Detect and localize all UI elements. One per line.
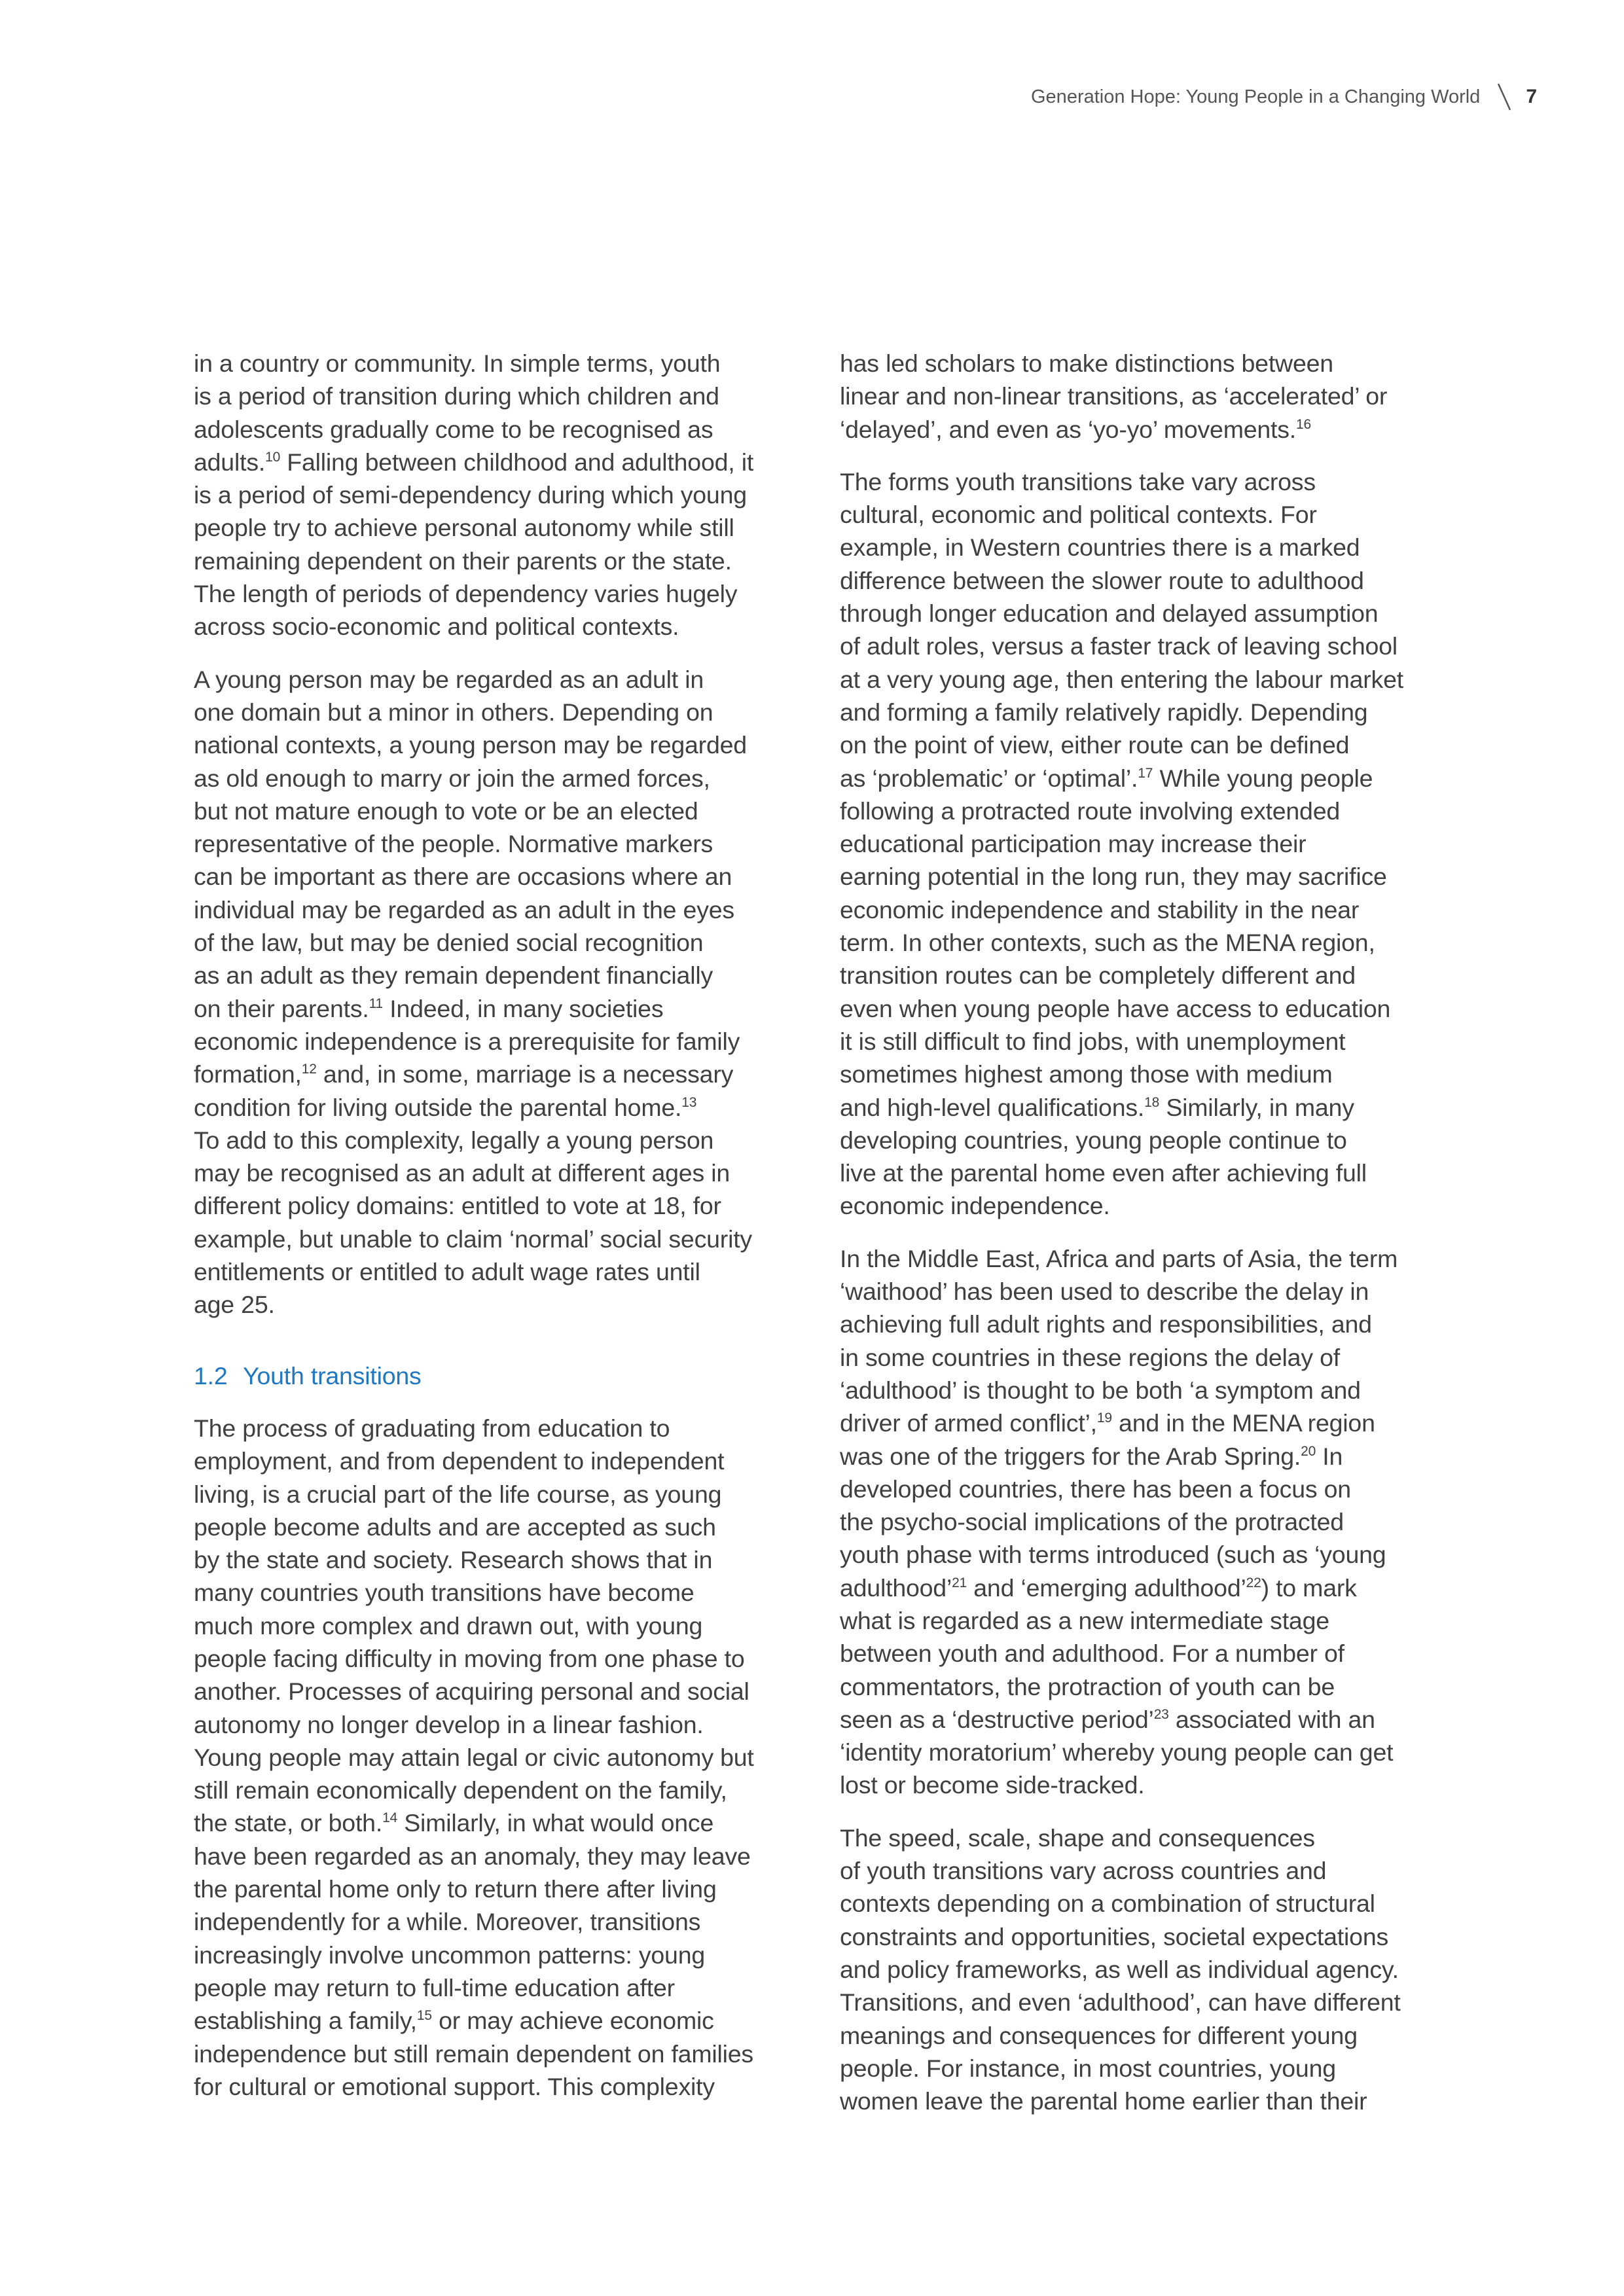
text-run: the state, or both. bbox=[194, 1809, 383, 1837]
text-line: example, but unable to claim ‘normal’ social security bbox=[194, 1225, 752, 1253]
text-line bbox=[840, 1440, 1452, 1473]
text-run: and, in some, marriage is a necessary bbox=[316, 1060, 734, 1088]
text-line: may be recognised as an adult at different ages in bbox=[194, 1159, 731, 1187]
text-line: is a period of semi-dependency during which young bbox=[194, 481, 747, 509]
text-line: ‘waithood’ has been used to describe the delay in bbox=[840, 1278, 1369, 1306]
text-run: as ‘problematic’ or ‘optimal’. bbox=[840, 764, 1138, 792]
text-line: The forms youth transitions take vary across bbox=[840, 467, 1316, 495]
text-line: by the state and society. Research shows that in bbox=[194, 1546, 713, 1574]
running-header bbox=[1031, 82, 1537, 111]
text-run: formation, bbox=[194, 1060, 302, 1088]
footnote-ref: 14 bbox=[382, 1810, 398, 1826]
text-line: across socio-economic and political contexts. bbox=[194, 613, 679, 641]
text-line bbox=[194, 1091, 803, 1124]
right-column bbox=[840, 347, 1452, 2137]
paragraph bbox=[840, 465, 1452, 1223]
page-number: 7 bbox=[1526, 86, 1537, 107]
text-line: much more complex and drawn out, with young bbox=[194, 1611, 703, 1640]
text-line: what is regarded as a new intermediate stage bbox=[840, 1606, 1329, 1634]
text-run: and ‘emerging adulthood’ bbox=[967, 1573, 1246, 1602]
footnote-ref: 18 bbox=[1144, 1094, 1160, 1110]
text-run: or may achieve economic bbox=[431, 2007, 714, 2035]
text-line: can be important as there are occasions where an bbox=[194, 863, 732, 891]
text-line: people become adults and are accepted as such bbox=[194, 1513, 716, 1541]
header-title: Generation Hope: Young People in a Changing World bbox=[1031, 86, 1481, 107]
text-run: Similarly, in many bbox=[1159, 1093, 1354, 1121]
text-line: still remain economically dependent on the family, bbox=[194, 1776, 727, 1804]
text-line: adolescents gradually come to be recognised as bbox=[194, 415, 713, 443]
text-line bbox=[840, 1091, 1452, 1124]
text-line: meanings and consequences for different young bbox=[840, 2021, 1358, 2049]
text-line: representative of the people. Normative markers bbox=[194, 830, 713, 858]
text-line: people. For instance, in most countries, young bbox=[840, 2054, 1336, 2082]
text-line: term. In other contexts, such as the MENA region, bbox=[840, 929, 1375, 957]
section-number: 1.2 bbox=[194, 1361, 228, 1390]
paragraph bbox=[840, 347, 1452, 446]
text-line: cultural, economic and political contexts. For bbox=[840, 501, 1317, 529]
text-run: and in the MENA region bbox=[1111, 1409, 1375, 1437]
text-line: commentators, the protraction of youth can be bbox=[840, 1672, 1335, 1700]
paragraph bbox=[194, 1412, 803, 2103]
text-line: the psycho-social implications of the protracted bbox=[840, 1508, 1344, 1536]
text-line: even when young people have access to education bbox=[840, 994, 1391, 1022]
text-run: on their parents. bbox=[194, 994, 369, 1022]
text-run: Indeed, in many societies bbox=[383, 994, 664, 1022]
text-line: another. Processes of acquiring personal and social bbox=[194, 1677, 749, 1706]
text-line: living, is a crucial part of the life course, as young bbox=[194, 1480, 722, 1508]
text-line: developing countries, young people continue to bbox=[840, 1126, 1347, 1154]
text-line: age 25. bbox=[194, 1291, 275, 1319]
text-line: transition routes can be completely different and bbox=[840, 961, 1356, 990]
footnote-ref: 22 bbox=[1246, 1575, 1261, 1590]
text-line: remaining dependent on their parents or the state. bbox=[194, 547, 732, 575]
text-line: The process of graduating from education to bbox=[194, 1414, 670, 1442]
text-line: people try to achieve personal autonomy while still bbox=[194, 514, 734, 542]
paragraph bbox=[194, 663, 803, 1321]
text-run: adulthood’ bbox=[840, 1573, 952, 1602]
text-line: In the Middle East, Africa and parts of Asia, the term bbox=[840, 1244, 1398, 1272]
text-line: of the law, but may be denied social recognition bbox=[194, 929, 704, 957]
text-line bbox=[840, 1703, 1452, 1736]
text-line: difference between the slower route to adulthood bbox=[840, 566, 1364, 594]
text-line: and forming a family relatively rapidly. Depending bbox=[840, 698, 1368, 726]
text-run: was one of the triggers for the Arab Spring. bbox=[840, 1442, 1301, 1470]
section-title: Youth transitions bbox=[243, 1361, 422, 1390]
text-line: in some countries in these regions the delay of bbox=[840, 1343, 1340, 1371]
text-line bbox=[194, 1806, 803, 1839]
header-divider-slash bbox=[1497, 82, 1511, 111]
text-line: The speed, scale, shape and consequences bbox=[840, 1823, 1315, 1852]
text-run: In bbox=[1316, 1442, 1343, 1470]
paragraph bbox=[840, 1242, 1452, 1802]
text-line bbox=[194, 446, 803, 478]
text-line: of youth transitions vary across countries and bbox=[840, 1857, 1327, 1885]
paragraph bbox=[194, 347, 803, 643]
text-line: independence but still remain dependent on families bbox=[194, 2039, 753, 2068]
text-line: constraints and opportunities, societal expectations bbox=[840, 1922, 1389, 1950]
text-line: of adult roles, versus a faster track of leaving school bbox=[840, 632, 1398, 660]
text-line bbox=[840, 1571, 1452, 1604]
text-line bbox=[840, 1407, 1452, 1439]
text-line: between youth and adulthood. For a number of bbox=[840, 1640, 1344, 1668]
text-line: following a protracted route involving extended bbox=[840, 797, 1341, 825]
text-line bbox=[840, 762, 1452, 795]
text-line: at a very young age, then entering the labour market bbox=[840, 665, 1403, 693]
text-line: entitlements or entitled to adult wage rates until bbox=[194, 1258, 700, 1286]
text-line: and policy frameworks, as well as individual agency. bbox=[840, 1955, 1399, 1983]
text-line: The length of periods of dependency varies hugely bbox=[194, 580, 738, 608]
text-run: establishing a family, bbox=[194, 2007, 417, 2035]
text-line: women leave the parental home earlier than their bbox=[840, 2087, 1367, 2115]
footnote-ref: 10 bbox=[265, 449, 281, 465]
text-line: live at the parental home even after achieving full bbox=[840, 1159, 1367, 1187]
footnote-ref: 17 bbox=[1138, 765, 1153, 781]
text-run: associated with an bbox=[1168, 1705, 1375, 1733]
text-run: Falling between childhood and adulthood, it bbox=[280, 448, 754, 476]
footnote-ref: 16 bbox=[1296, 416, 1311, 432]
text-line: employment, and from dependent to independent bbox=[194, 1447, 725, 1475]
text-line: people facing difficulty in moving from one phase to bbox=[194, 1644, 745, 1672]
text-line: To add to this complexity, legally a young person bbox=[194, 1126, 714, 1154]
text-run: Similarly, in what would once bbox=[397, 1809, 714, 1837]
text-run: While young people bbox=[1153, 764, 1373, 792]
footnote-ref: 15 bbox=[416, 2008, 432, 2024]
text-run: driver of armed conflict’, bbox=[840, 1409, 1097, 1437]
text-line: ‘adulthood’ is thought to be both ‘a symptom and bbox=[840, 1376, 1361, 1404]
text-line: as old enough to marry or join the armed forces, bbox=[194, 764, 710, 792]
text-line: sometimes highest among those with medium bbox=[840, 1060, 1333, 1088]
text-line: increasingly involve uncommon patterns: young bbox=[194, 1941, 706, 1969]
footnote-ref: 23 bbox=[1153, 1706, 1169, 1722]
text-run: and high-level qualifications. bbox=[840, 1093, 1145, 1121]
text-line: in a country or community. In simple terms, youth bbox=[194, 350, 721, 377]
section-heading bbox=[194, 1359, 803, 1392]
text-run: adults. bbox=[194, 448, 266, 476]
text-line: educational participation may increase their bbox=[840, 830, 1307, 858]
footnote-ref: 12 bbox=[301, 1062, 317, 1077]
text-line: lost or become side-tracked. bbox=[840, 1771, 1145, 1799]
text-line: many countries youth transitions have become bbox=[194, 1579, 695, 1607]
text-line: Young people may attain legal or civic autonomy but bbox=[194, 1743, 754, 1771]
text-line: have been regarded as an anomaly, they may leave bbox=[194, 1842, 751, 1870]
text-line: contexts depending on a combination of structural bbox=[840, 1890, 1375, 1918]
text-run: ‘delayed’, and even as ‘yo-yo’ movements. bbox=[840, 415, 1297, 443]
footnote-ref: 19 bbox=[1096, 1410, 1112, 1426]
text-line: economic independence and stability in the near bbox=[840, 895, 1360, 924]
text-line: people may return to full-time education after bbox=[194, 1973, 675, 2001]
text-line: national contexts, a young person may be regarded bbox=[194, 731, 747, 759]
text-line bbox=[194, 992, 803, 1025]
text-line: A young person may be regarded as an adult in bbox=[194, 665, 704, 693]
text-line: economic independence. bbox=[840, 1192, 1110, 1220]
text-line: independently for a while. Moreover, transitions bbox=[194, 1908, 701, 1936]
text-line: one domain but a minor in others. Depending on bbox=[194, 698, 713, 726]
text-line: linear and non-linear transitions, as ‘accelerated’ or bbox=[840, 382, 1388, 410]
text-line: on the point of view, either route can be defined bbox=[840, 731, 1350, 759]
footnote-ref: 20 bbox=[1301, 1443, 1316, 1459]
text-line: for cultural or emotional support. This complexity bbox=[194, 2072, 715, 2100]
left-column bbox=[194, 347, 803, 2123]
text-line: different policy domains: entitled to vote at 18, for bbox=[194, 1192, 721, 1220]
text-line bbox=[840, 413, 1452, 446]
footnote-ref: 11 bbox=[369, 996, 384, 1011]
text-line bbox=[194, 1058, 803, 1090]
text-line: it is still difficult to find jobs, with unemployment bbox=[840, 1027, 1346, 1055]
text-line: autonomy no longer develop in a linear fashion. bbox=[194, 1710, 704, 1738]
text-line: as an adult as they remain dependent financially bbox=[194, 961, 713, 990]
text-line: through longer education and delayed assumption bbox=[840, 600, 1379, 628]
text-line: developed countries, there has been a focus on bbox=[840, 1475, 1351, 1503]
text-line: Transitions, and even ‘adulthood’, can have different bbox=[840, 1988, 1401, 2017]
footnote-ref: 21 bbox=[952, 1575, 967, 1590]
footnote-ref: 13 bbox=[681, 1094, 697, 1110]
text-line: youth phase with terms introduced (such as ‘young bbox=[840, 1541, 1386, 1569]
text-run: seen as a ‘destructive period’ bbox=[840, 1705, 1154, 1733]
text-line: the parental home only to return there after living bbox=[194, 1875, 717, 1903]
text-line: is a period of transition during which children and bbox=[194, 382, 719, 410]
text-run: condition for living outside the parental home. bbox=[194, 1093, 682, 1121]
text-line bbox=[194, 2004, 803, 2037]
text-line: has led scholars to make distinctions between bbox=[840, 350, 1333, 377]
text-line: achieving full adult rights and responsibilities, and bbox=[840, 1310, 1372, 1338]
text-line: example, in Western countries there is a marked bbox=[840, 533, 1360, 562]
paragraph bbox=[840, 1821, 1452, 2118]
text-line: earning potential in the long run, they may sacrifice bbox=[840, 863, 1387, 891]
text-run: ) to mark bbox=[1261, 1573, 1357, 1602]
text-line: but not mature enough to vote or be an elected bbox=[194, 797, 698, 825]
text-line: individual may be regarded as an adult in the eyes bbox=[194, 895, 734, 924]
text-line: ‘identity moratorium’ whereby young people can get bbox=[840, 1738, 1394, 1767]
text-line: economic independence is a prerequisite for family bbox=[194, 1027, 740, 1055]
